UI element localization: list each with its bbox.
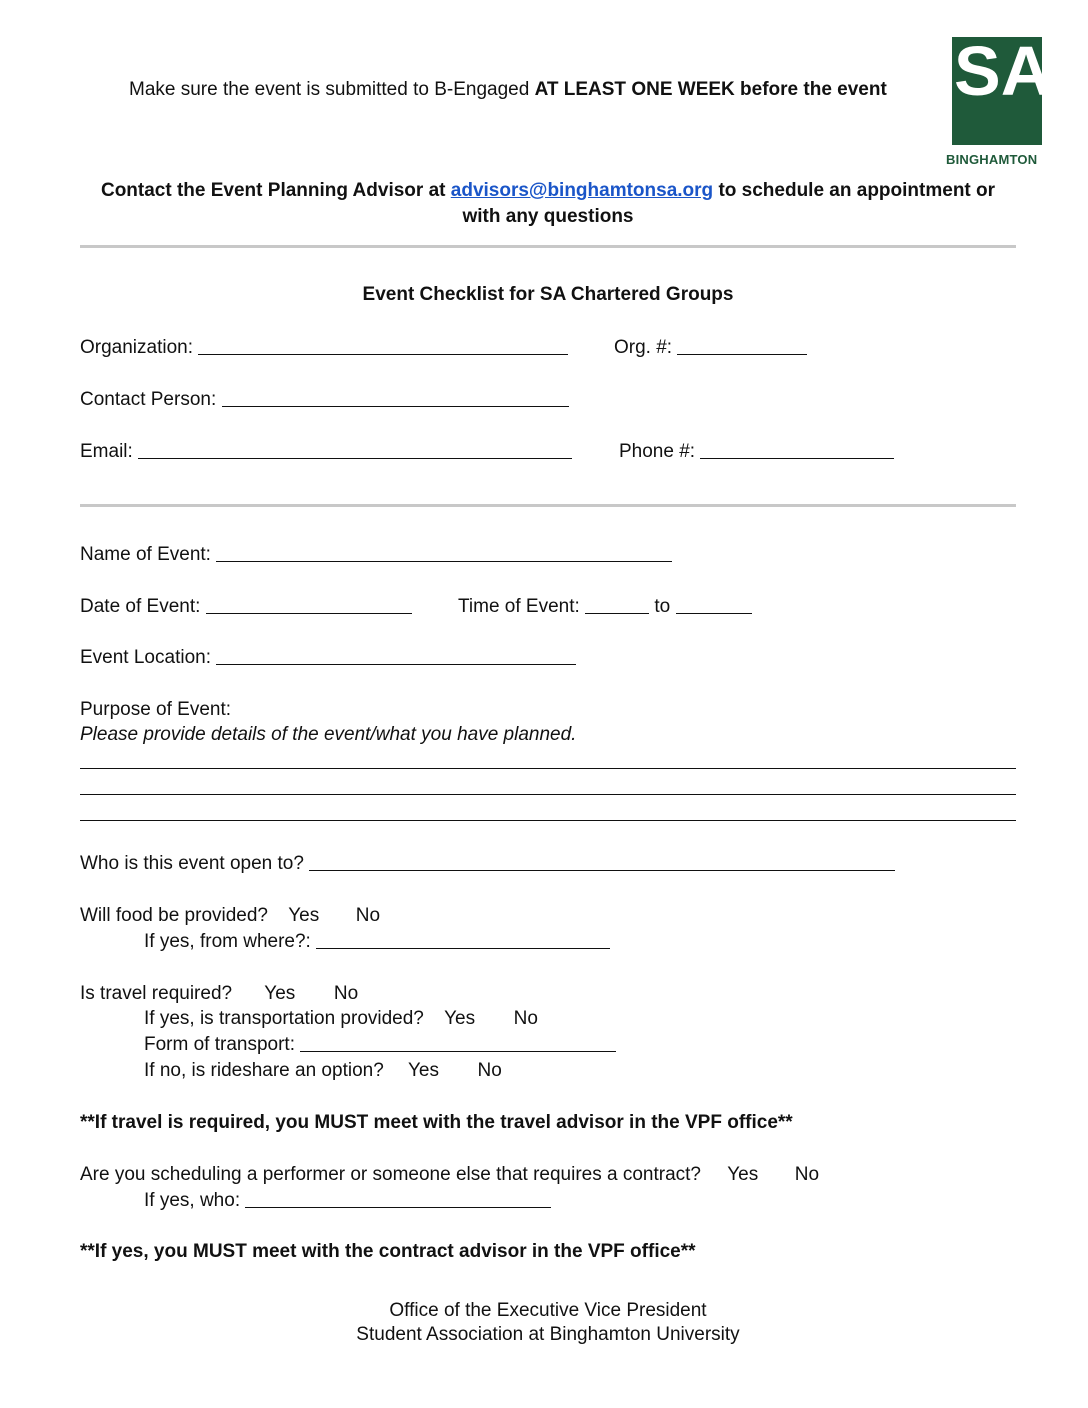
travel-row <box>80 983 358 1005</box>
travel-question: Is travel required? <box>80 983 233 1004</box>
contact-after: to schedule an appointment or <box>713 180 996 201</box>
food-source-label: If yes, from where?: <box>144 931 311 952</box>
purpose-label: Purpose of Event: <box>80 699 232 720</box>
food-no-option[interactable]: No <box>355 905 381 926</box>
contract-advisor-note: **If yes, you MUST meet with the contract advisor in the VPF office** <box>80 1241 696 1262</box>
transport-provided-row <box>144 1008 538 1030</box>
contact-before: Contact the Event Planning Advisor at <box>100 180 451 201</box>
notice-bold: AT LEAST ONE WEEK before the event <box>534 79 887 100</box>
event-date-field[interactable] <box>206 612 412 614</box>
transport-form-row <box>144 1034 616 1056</box>
email-row <box>80 441 572 463</box>
food-row <box>80 905 380 927</box>
performer-who-field[interactable] <box>245 1206 551 1208</box>
rideshare-no-option[interactable]: No <box>477 1060 502 1081</box>
phone-label: Phone #: <box>619 441 696 462</box>
transport-form-field[interactable] <box>300 1050 616 1052</box>
event-name-label: Name of Event: <box>80 544 211 565</box>
event-name-row <box>80 544 672 566</box>
purpose-line-2[interactable] <box>80 794 1016 795</box>
transport-yes-option[interactable]: Yes <box>444 1008 476 1029</box>
event-time-end-field[interactable] <box>676 612 752 614</box>
rideshare-question: If no, is rideshare an option? <box>144 1060 384 1081</box>
event-date-row <box>80 596 412 618</box>
logo-letters: SA <box>954 37 1042 110</box>
food-question: Will food be provided? <box>80 905 268 926</box>
advisor-email-link[interactable]: advisors@binghamtonsa.org <box>450 180 714 201</box>
organization-label: Organization: <box>80 337 194 358</box>
contact-line <box>80 180 1016 202</box>
purpose-line-1[interactable] <box>80 768 1016 769</box>
performer-who-row <box>144 1190 551 1212</box>
performer-no-option[interactable]: No <box>794 1164 820 1185</box>
org-number-field[interactable] <box>677 353 807 355</box>
open-to-row <box>80 853 895 875</box>
sa-logo <box>952 37 1042 145</box>
food-yes-option[interactable]: Yes <box>288 905 320 926</box>
contact-person-field[interactable] <box>222 405 569 407</box>
event-location-row <box>80 647 576 669</box>
event-name-field[interactable] <box>216 560 672 562</box>
email-label: Email: <box>80 441 133 462</box>
organization-row <box>80 337 568 359</box>
footer-office: Office of the Executive Vice President <box>389 1300 707 1321</box>
food-source-row <box>144 931 610 953</box>
event-time-label: Time of Event: <box>458 596 580 617</box>
form-title: Event Checklist for SA Chartered Groups <box>362 284 734 305</box>
performer-yes-option[interactable]: Yes <box>727 1164 759 1185</box>
rideshare-row <box>144 1060 502 1082</box>
open-to-field[interactable] <box>309 869 895 871</box>
sa-logo-icon <box>952 37 1042 145</box>
travel-yes-option[interactable]: Yes <box>264 983 296 1004</box>
rideshare-yes-option[interactable]: Yes <box>407 1060 439 1081</box>
phone-field[interactable] <box>700 457 894 459</box>
transport-no-option[interactable]: No <box>513 1008 538 1029</box>
org-number-label: Org. #: <box>614 337 673 358</box>
performer-row <box>80 1164 819 1186</box>
logo-caption: BINGHAMTON <box>946 152 1038 167</box>
event-location-label: Event Location: <box>80 647 211 668</box>
transport-form-label: Form of transport: <box>144 1034 295 1055</box>
email-field[interactable] <box>138 457 572 459</box>
contact-person-label: Contact Person: <box>80 389 217 410</box>
divider-top <box>80 245 1016 248</box>
org-number-row <box>614 337 807 359</box>
notice-regular: Make sure the event is submitted to B-Engaged <box>129 79 535 100</box>
transport-provided-question: If yes, is transportation provided? <box>144 1008 424 1029</box>
submission-notice <box>129 79 887 101</box>
event-time-to: to <box>654 596 671 617</box>
purpose-line-3[interactable] <box>80 820 1016 821</box>
travel-advisor-note: **If travel is required, you MUST meet with the travel advisor in the VPF office** <box>80 1112 793 1133</box>
event-time-start-field[interactable] <box>585 612 649 614</box>
organization-field[interactable] <box>198 353 568 355</box>
food-source-field[interactable] <box>316 947 610 949</box>
travel-no-option[interactable]: No <box>333 983 359 1004</box>
divider-middle <box>80 504 1016 507</box>
open-to-label: Who is this event open to? <box>80 853 304 874</box>
footer-association: Student Association at Binghamton University <box>356 1324 740 1345</box>
contact-person-row <box>80 389 569 411</box>
event-date-label: Date of Event: <box>80 596 201 617</box>
performer-question: Are you scheduling a performer or someone else that requires a contract? <box>80 1164 701 1185</box>
event-location-field[interactable] <box>216 663 576 665</box>
performer-who-label: If yes, who: <box>144 1190 241 1211</box>
contact-line-2: with any questions <box>462 206 634 227</box>
phone-row <box>619 441 894 463</box>
purpose-hint: Please provide details of the event/what you have planned. <box>80 724 577 745</box>
event-time-row <box>458 596 752 618</box>
